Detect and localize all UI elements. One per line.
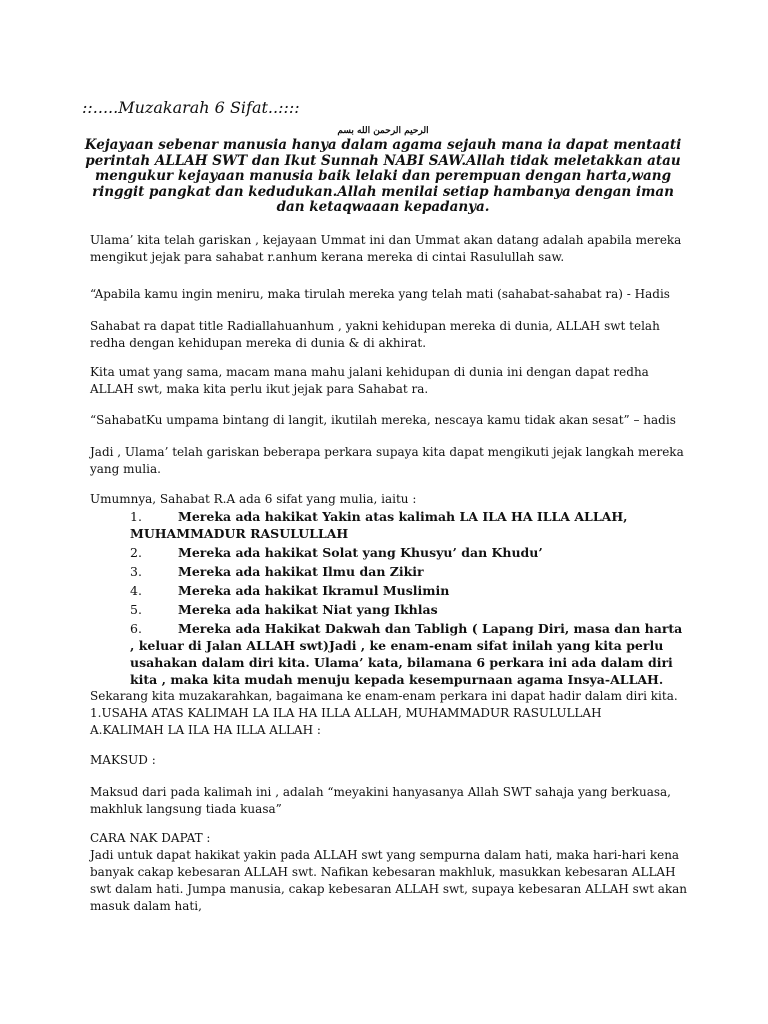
after-list-line-3: A.KALIMAH LA ILA HA ILLA ALLAH : bbox=[90, 723, 321, 737]
list-item: 2. Mereka ada hakikat Solat yang Khusyu’ dan Khudu’ bbox=[130, 545, 543, 560]
paragraph-4: Kita umat yang sama, macam mana mahu jalani kehidupan di dunia ini dengan dapat redha ALLAH swt, maka kita perlu ikut jejak para Sahabat ra. bbox=[90, 365, 649, 396]
maksud-heading: MAKSUD : bbox=[90, 753, 156, 767]
paragraph-5: “SahabatKu umpama bintang di langit, ikutilah mereka, nescaya kamu tidak akan sesat” – hadis bbox=[90, 413, 676, 427]
list-item: 6. Mereka ada Hakikat Dakwah dan Tabligh ( Lapang Diri, masa dan harta , keluar di Jalan ALLAH swt)Jadi , ke enam-enam sifat inilah yang kita perlu usahakan dalam diri kita. Ulama’ kata, bilamana 6 perkara ini ada dalam diri kita , maka kita mudah menuju kepada kesempurnaan agama Insya-ALLAH. bbox=[130, 621, 683, 687]
paragraph-6: Jadi , Ulama’ telah gariskan beberapa perkara supaya kita dapat mengikuti jejak langkah mereka yang mulia. bbox=[90, 445, 684, 476]
sifat-list bbox=[130, 508, 690, 690]
cara-heading: CARA NAK DAPAT : bbox=[90, 831, 211, 845]
list-item: 1. Mereka ada hakikat Yakin atas kalimah LA ILA HA ILLA ALLAH, MUHAMMADUR RASULULLAH bbox=[130, 509, 628, 541]
after-list-line-2: 1.USAHA ATAS KALIMAH LA ILA HA ILLA ALLAH, MUHAMMADUR RASULULLAH bbox=[90, 706, 602, 720]
list-item: 3. Mereka ada hakikat Ilmu dan Zikir bbox=[130, 564, 424, 579]
arabic-basmalah: الرحيم الرحمن الله بسم bbox=[337, 126, 429, 136]
after-list-line-1: Sekarang kita muzakarahkan, bagaimana ke enam-enam perkara ini dapat hadir dalam diri kita. bbox=[90, 689, 678, 703]
cara-text: Jadi untuk dapat hakikat yakin pada ALLAH swt yang sempurna dalam hati, maka hari-hari kena banyak cakap kebesaran ALLAH swt. Nafikan kebesaran makhluk, masukkan kebesaran ALLAH swt dalam hati. Jumpa manusia, cakap kebesaran ALLAH swt, supaya kebesaran ALLAH swt akan masuk dalam hati, bbox=[90, 848, 688, 913]
document-title: ::.....Muzakarah 6 Sifat..:::: bbox=[82, 98, 300, 117]
paragraph-2: “Apabila kamu ingin meniru, maka tirulah mereka yang telah mati (sahabat-sahabat ra) - Hadis bbox=[90, 287, 670, 301]
list-item: 5. Mereka ada hakikat Niat yang Ikhlas bbox=[130, 602, 438, 617]
paragraph-7: Umumnya, Sahabat R.A ada 6 sifat yang mulia, iaitu : bbox=[90, 492, 417, 506]
paragraph-1: Ulama’ kita telah gariskan , kejayaan Ummat ini dan Ummat akan datang adalah apabila mereka mengikut jejak para sahabat r.anhum kerana mereka di cintai Rasulullah saw. bbox=[90, 233, 682, 264]
maksud-text: Maksud dari pada kalimah ini , adalah “meyakini hanyasanya Allah SWT sahaja yang berkuasa, makhluk langsung tiada kuasa” bbox=[90, 785, 671, 816]
paragraph-3: Sahabat ra dapat title Radiallahuanhum , yakni kehidupan mereka di dunia, ALLAH swt telah redha dengan kehidupan mereka di dunia & di akhirat. bbox=[90, 319, 660, 350]
intro-paragraph: Kejayaan sebenar manusia hanya dalam agama sejauh mana ia dapat mentaati perintah ALLAH SWT dan Ikut Sunnah NABI SAW.Allah tidak meletakkan atau mengukur kejayaan manusia baik lelaki dan perempuan dengan harta,wang ringgit pangkat dan kedudukan.Allah menilai setiap hambanya dengan iman dan ketaqwaaan kepadanya. bbox=[84, 137, 682, 215]
list-item: 4. Mereka ada hakikat Ikramul Muslimin bbox=[130, 583, 450, 598]
